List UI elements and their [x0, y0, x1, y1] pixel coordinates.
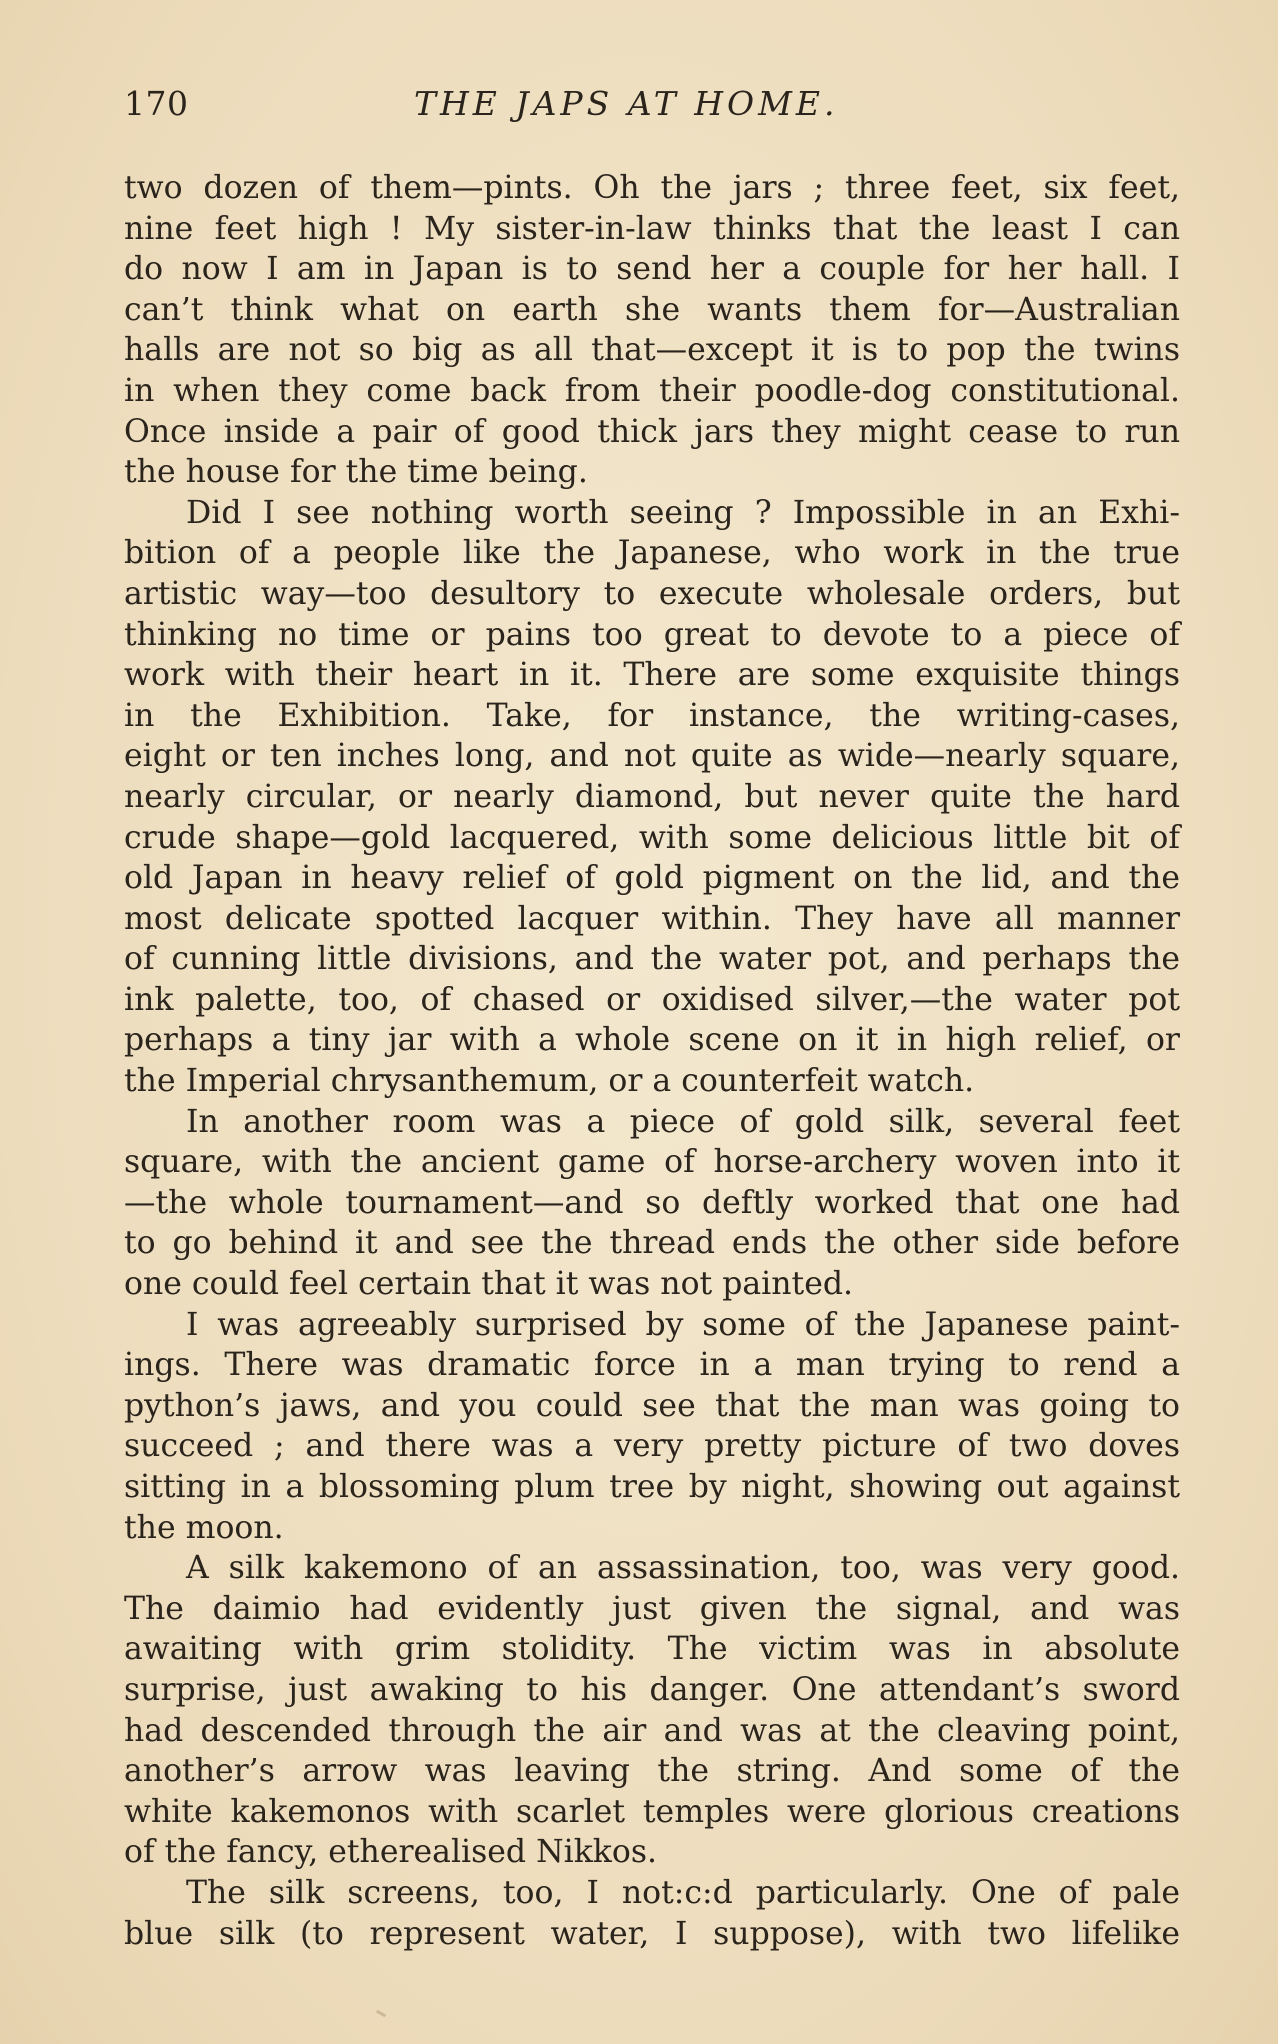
body-text — [124, 168, 1180, 1954]
text-line: ink palette, too, of chased or oxidised silver,—the water pot — [124, 981, 1180, 1018]
paper-speck — [376, 2010, 386, 2018]
text-line: do now I am in Japan is to send her a couple for her hall. I — [124, 251, 1180, 288]
text-line: another’s arrow was leaving the string. And some of the — [124, 1753, 1180, 1790]
text-line: perhaps a tiny jar with a whole scene on it in high relief, or — [124, 1022, 1180, 1059]
text-line: python’s jaws, and you could see that the man was going to — [124, 1387, 1180, 1424]
text-line: old Japan in heavy relief of gold pigment on the lid, and the — [124, 860, 1180, 897]
paragraph-start-line: I was agreeably surprised by some of the Japanese paint- — [186, 1306, 1180, 1343]
text-line: eight or ten inches long, and not quite as wide—nearly square, — [124, 738, 1180, 775]
running-title: THE JAPS AT HOME. — [414, 84, 839, 123]
paragraph-start-line: In another room was a piece of gold silk, several feet — [186, 1103, 1180, 1140]
text-line: in the Exhibition. Take, for instance, the writing-cases, — [124, 697, 1180, 734]
text-line: can’t think what on earth she wants them for—Australian — [124, 291, 1180, 328]
paragraph-start-line: The silk screens, too, I not:c:d particularly. One of pale — [186, 1874, 1180, 1911]
text-line: of the fancy, etherealised Nikkos. — [124, 1834, 658, 1871]
text-line: square, with the ancient game of horse-archery woven into it — [124, 1144, 1180, 1181]
text-line: white kakemonos with scarlet temples were glorious creations — [124, 1793, 1180, 1830]
text-line: nine feet high ! My sister-in-law thinks that the least I can — [124, 210, 1180, 247]
text-line: The daimio had evidently just given the signal, and was — [124, 1590, 1180, 1627]
text-line: work with their heart in it. There are some exquisite things — [124, 657, 1180, 694]
text-line: sitting in a blossoming plum tree by night, showing out against — [124, 1469, 1180, 1505]
text-line: two dozen of them—pints. Oh the jars ; three feet, six feet, — [124, 170, 1180, 206]
paragraph-start-line: A silk kakemono of an assassination, too, was very good. — [186, 1550, 1180, 1587]
text-line: to go behind it and see the thread ends the other side before — [124, 1225, 1180, 1262]
paragraph-start-line: Did I see nothing worth seeing ? Impossible in an Exhi- — [186, 494, 1180, 531]
text-line: artistic way—too desultory to execute wholesale orders, but — [124, 575, 1180, 612]
page-header — [124, 84, 894, 132]
text-line: bition of a people like the Japanese, who work in the true — [124, 535, 1180, 572]
text-line: the Imperial chrysanthemum, or a counterfeit watch. — [124, 1063, 975, 1100]
text-line: succeed ; and there was a very pretty picture of two doves — [124, 1428, 1180, 1465]
page-number: 170 — [124, 84, 189, 123]
text-line: halls are not so big as all that—except it is to pop the twins — [124, 332, 1180, 369]
text-line: thinking no time or pains too great to devote to a piece of — [124, 616, 1180, 653]
text-line: one could feel certain that it was not painted. — [124, 1266, 854, 1303]
text-line: of cunning little divisions, and the water pot, and perhaps the — [124, 941, 1180, 978]
text-line: ings. There was dramatic force in a man trying to rend a — [124, 1347, 1180, 1384]
text-line: the house for the time being. — [124, 454, 588, 491]
text-line: blue silk (to represent water, I suppose), with two lifelike — [124, 1915, 1180, 1952]
text-line: had descended through the air and was at the cleaving point, — [124, 1712, 1180, 1749]
text-line: most delicate spotted lacquer within. They have all manner — [124, 900, 1180, 937]
text-line: Once inside a pair of good thick jars they might cease to run — [124, 413, 1180, 450]
text-line: nearly circular, or nearly diamond, but never quite the hard — [124, 778, 1180, 815]
text-line: surprise, just awaking to his danger. One attendant’s sword — [124, 1671, 1180, 1708]
text-line: —the whole tournament—and so deftly worked that one had — [124, 1184, 1180, 1221]
text-line: the moon. — [124, 1509, 284, 1546]
text-line: crude shape—gold lacquered, with some delicious little bit of — [124, 819, 1180, 856]
text-line: in when they come back from their poodle-dog constitutional. — [124, 372, 1180, 409]
text-line: awaiting with grim stolidity. The victim was in absolute — [124, 1631, 1180, 1668]
